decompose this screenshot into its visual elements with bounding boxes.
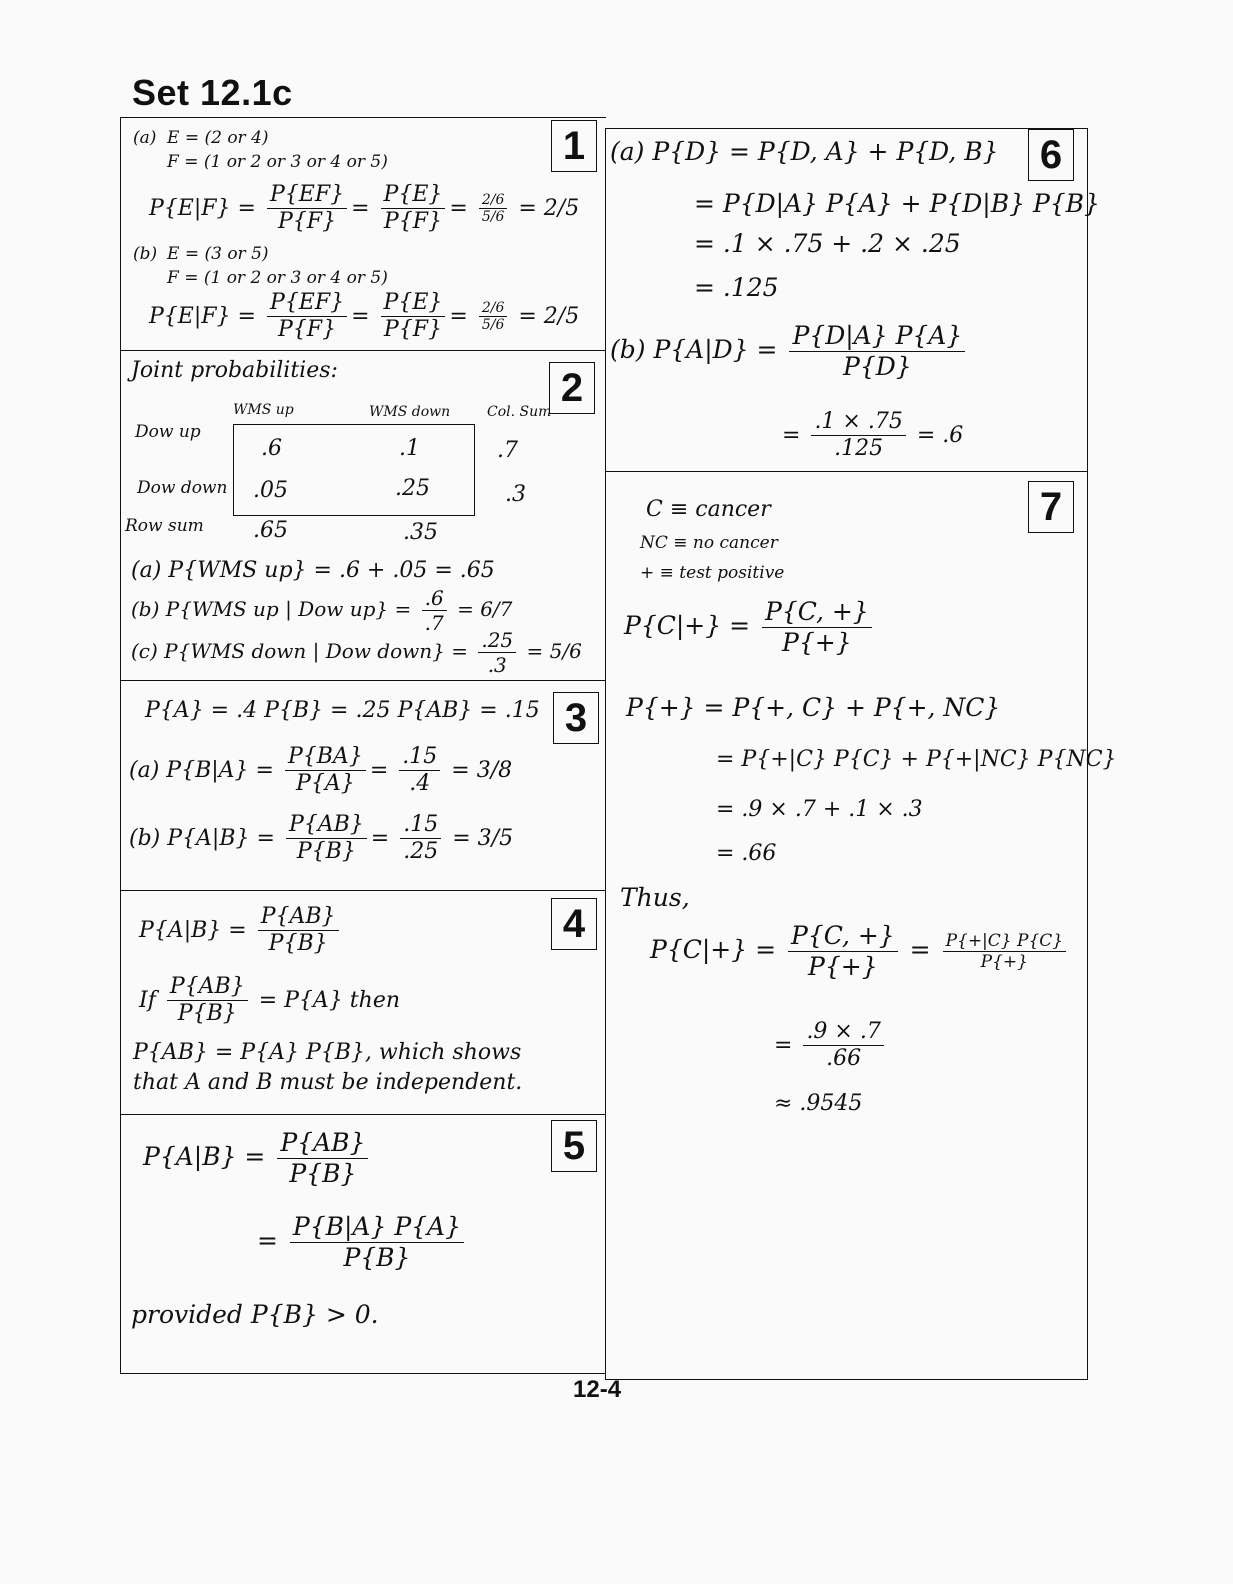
part-b-label: (b) [133,244,158,264]
numerator: P{D|A} P{A} [789,321,965,352]
answer-part-b: (b) P{A|B} = $\frac{P\{AB\}}{P\{B\}}$ = $\frac{.15}{.25}$ = 3/5 [129,812,514,865]
result: = 3/5 [452,825,514,851]
formula-lhs: P{E|F} = [149,195,256,221]
problem-5-panel [121,1114,606,1373]
col-header-wms-down: WMS down [369,404,451,420]
bayes-result [782,409,963,463]
formula-lhs: P{A|B} = [143,1142,266,1171]
denominator: .66 [826,1046,862,1072]
numerator: .6 [422,586,447,611]
problem-6-panel [606,129,1100,472]
result: = 2/5 [518,195,580,221]
if-word: If [139,987,156,1013]
fraction [399,744,440,798]
result: = 6/7 [457,597,513,621]
denominator: P{+} [782,628,852,657]
denominator: P{F} [383,209,442,235]
definition-test-positive: + ≡ test positive [640,563,785,583]
problem-number: 7 [1028,481,1074,533]
thus-label: Thus, [620,883,690,912]
table-cell: .35 [403,520,438,545]
result: = 3/8 [451,757,513,783]
event-f-definition: F = (1 or 2 or 3 or 4 or 5) [167,152,388,172]
fraction [762,597,872,658]
fraction [943,931,1067,973]
independence-condition [139,974,400,1028]
bayes-formula-line-1 [143,1128,372,1189]
fraction [789,321,965,382]
numerator: 2/6 [479,192,508,210]
numerator: P{AB} [258,904,339,931]
numerator: P{EF} [267,182,347,209]
given-probabilities: P{A} = .4 P{B} = .25 P{AB} = .15 [145,698,540,723]
total-probability-line-3: = .9 × .7 + .1 × .3 [716,797,923,822]
denominator: P{A} [296,771,355,797]
page-number: 12-4 [573,1376,622,1403]
equals-sign: = [782,422,801,448]
row-header-row-sum: Row sum [125,516,204,536]
denominator: P{+} [808,952,878,981]
fraction [277,1128,368,1189]
left-column [120,117,606,1374]
result: = 5/6 [526,639,582,663]
formula-lhs: (b) P{A|B} = [129,825,275,851]
part-a-label: (a) [133,128,157,148]
total-probability-line-2: = P{D|A} P{A} + P{D|B} P{B} [694,189,1100,218]
numerator: P{C, +} [788,921,898,952]
fraction [381,290,446,344]
denominator: .25 [403,839,439,865]
formula-lhs: (b) P{A|D} = [610,335,778,364]
problem-number: 2 [549,362,595,414]
table-cell: .25 [395,476,430,501]
fraction [286,812,367,866]
problem-1-panel [121,118,606,351]
problem-number: 3 [553,692,599,744]
bayes-formula [624,597,876,658]
fraction [811,409,905,463]
denominator: .125 [834,436,884,462]
denominator: P{D} [843,352,912,381]
total-probability-line-3: = .1 × .75 + .2 × .25 [694,229,961,258]
conclusion-line-2: that A and B must be independent. [133,1070,523,1095]
fraction [381,182,446,236]
definition-cancer: C ≡ cancer [646,497,771,522]
proviso-line: provided P{B} > 0. [131,1300,379,1329]
posterior-formula [650,921,1070,982]
numerator: P{BA} [285,744,366,771]
numerator: .1 × .75 [811,409,905,436]
problem-number: 4 [551,898,597,950]
joint-probabilities-heading: Joint probabilities: [131,358,338,383]
denominator: P{B} [343,1243,411,1272]
fraction [290,1212,464,1273]
fraction [479,300,508,335]
denominator: P{F} [278,209,337,235]
problem-2-panel [121,350,606,681]
problem-number: 5 [551,1120,597,1172]
total-probability-line-2: = P{+|C} P{C} + P{+|NC} P{NC} [716,747,1117,772]
fraction [267,290,347,344]
posterior-result: ≈ .9545 [774,1091,863,1116]
fraction [400,812,441,866]
answer-part-c [131,628,582,677]
denominator: P{F} [278,317,337,343]
event-f-definition: F = (1 or 2 or 3 or 4 or 5) [167,268,388,288]
event-e-definition: E = (3 or 5) [167,244,269,264]
numerator: 2/6 [479,300,508,318]
denominator: 5/6 [481,209,505,226]
numerator: P{C, +} [762,597,872,628]
answer-part-a: (a) P{B|A} = $\frac{P\{BA\}}{P\{A\}}$ = $\frac{.15}{.4}$ = 3/8 [129,744,513,797]
equals-sign: = [909,935,931,964]
numerator: .15 [400,812,441,839]
total-probability-result: = .66 [716,841,777,866]
table-cell: .65 [253,518,288,543]
bayes-formula-line-2 [257,1212,468,1273]
numerator: .15 [399,744,440,771]
problem-7-panel [606,471,1117,1379]
result: = .6 [916,422,964,448]
numerator: P{+|C} P{C} [943,931,1067,952]
posterior-computation [774,1019,888,1073]
denominator: P{B} [268,931,328,957]
total-probability-line-1: (a) P{D} = P{D, A} + P{D, B} [610,137,999,166]
total-probability-result: = .125 [694,273,779,302]
fraction [803,1019,883,1073]
numerator: P{E} [381,182,446,209]
conditional-formula: P{E|F} = $\frac{P\{EF\}}{P\{F\}}$ = $\frac{P\{E\}}{P\{F\}}$ = $\frac{2/6}{5/6}$ = 2/5 [149,182,580,235]
fraction [478,628,516,677]
col-header-col-sum: Col. Sum [487,404,552,420]
formula-lhs: (a) P{B|A} = [129,757,274,783]
table-cell: .05 [253,478,288,503]
fraction [258,904,339,958]
formula-lhs: P{A|B} = [139,917,247,943]
table-cell: .6 [261,436,282,461]
definition-no-cancer: NC ≡ no cancer [640,533,778,553]
fraction [788,921,898,982]
conditional-formula [139,904,343,958]
numerator: .9 × .7 [803,1019,883,1046]
numerator: P{B|A} P{A} [290,1212,464,1243]
conclusion-line-1: P{AB} = P{A} P{B}, which shows [133,1040,522,1065]
table-cell: .1 [399,436,420,461]
numerator: .25 [478,628,516,653]
formula-lhs: (c) P{WMS down | Dow down} = [131,639,468,663]
denominator: P{B} [177,1001,237,1027]
fraction [479,192,508,227]
fraction [285,744,366,798]
denominator: P{F} [383,317,442,343]
page-title: Set 12.1c [132,72,293,113]
denominator: P{+} [980,952,1028,972]
col-header-wms-up: WMS up [233,402,294,418]
problem-number: 1 [551,120,597,172]
condition-rest: = P{A} then [258,987,401,1013]
equals-sign: = [774,1032,793,1058]
formula-lhs: P{C|+} = [650,935,777,964]
fraction [267,182,347,236]
numerator: P{E} [381,290,446,317]
result: = 2/5 [518,303,580,329]
numerator: P{AB} [167,974,248,1001]
formula-lhs: (b) P{WMS up | Dow up} = [131,597,412,621]
row-header-dow-down: Dow down [137,478,228,498]
event-e-definition: E = (2 or 4) [167,128,269,148]
right-column [605,128,1117,1380]
denominator: .7 [424,611,444,635]
formula-lhs: P{E|F} = [149,303,256,329]
conditional-formula: P{E|F} = $\frac{P\{EF\}}{P\{F\}}$ = $\frac{P\{E\}}{P\{F\}}$ = $\frac{2/6}{5/6}$ = 2/5 [149,290,580,343]
equals-sign: = [257,1226,278,1255]
table-cell: .3 [505,482,526,507]
answer-part-a: (a) P{WMS up} = .6 + .05 = .65 [131,558,495,583]
denominator: P{B} [296,839,356,865]
table-cell: .7 [497,438,518,463]
numerator: P{AB} [277,1128,368,1159]
problem-4-panel [121,890,606,1115]
denominator: 5/6 [481,317,505,334]
formula-lhs: P{C|+} = [624,611,751,640]
denominator: P{B} [289,1159,357,1188]
denominator: .4 [409,771,431,797]
bayes-formula [610,321,969,382]
row-header-dow-up: Dow up [135,422,201,442]
denominator: .3 [487,653,507,677]
numerator: P{AB} [286,812,367,839]
numerator: P{EF} [267,290,347,317]
problem-number: 6 [1028,129,1074,181]
problem-3-panel [121,680,606,891]
fraction [167,974,248,1028]
total-probability-line-1: P{+} = P{+, C} + P{+, NC} [626,693,1001,722]
